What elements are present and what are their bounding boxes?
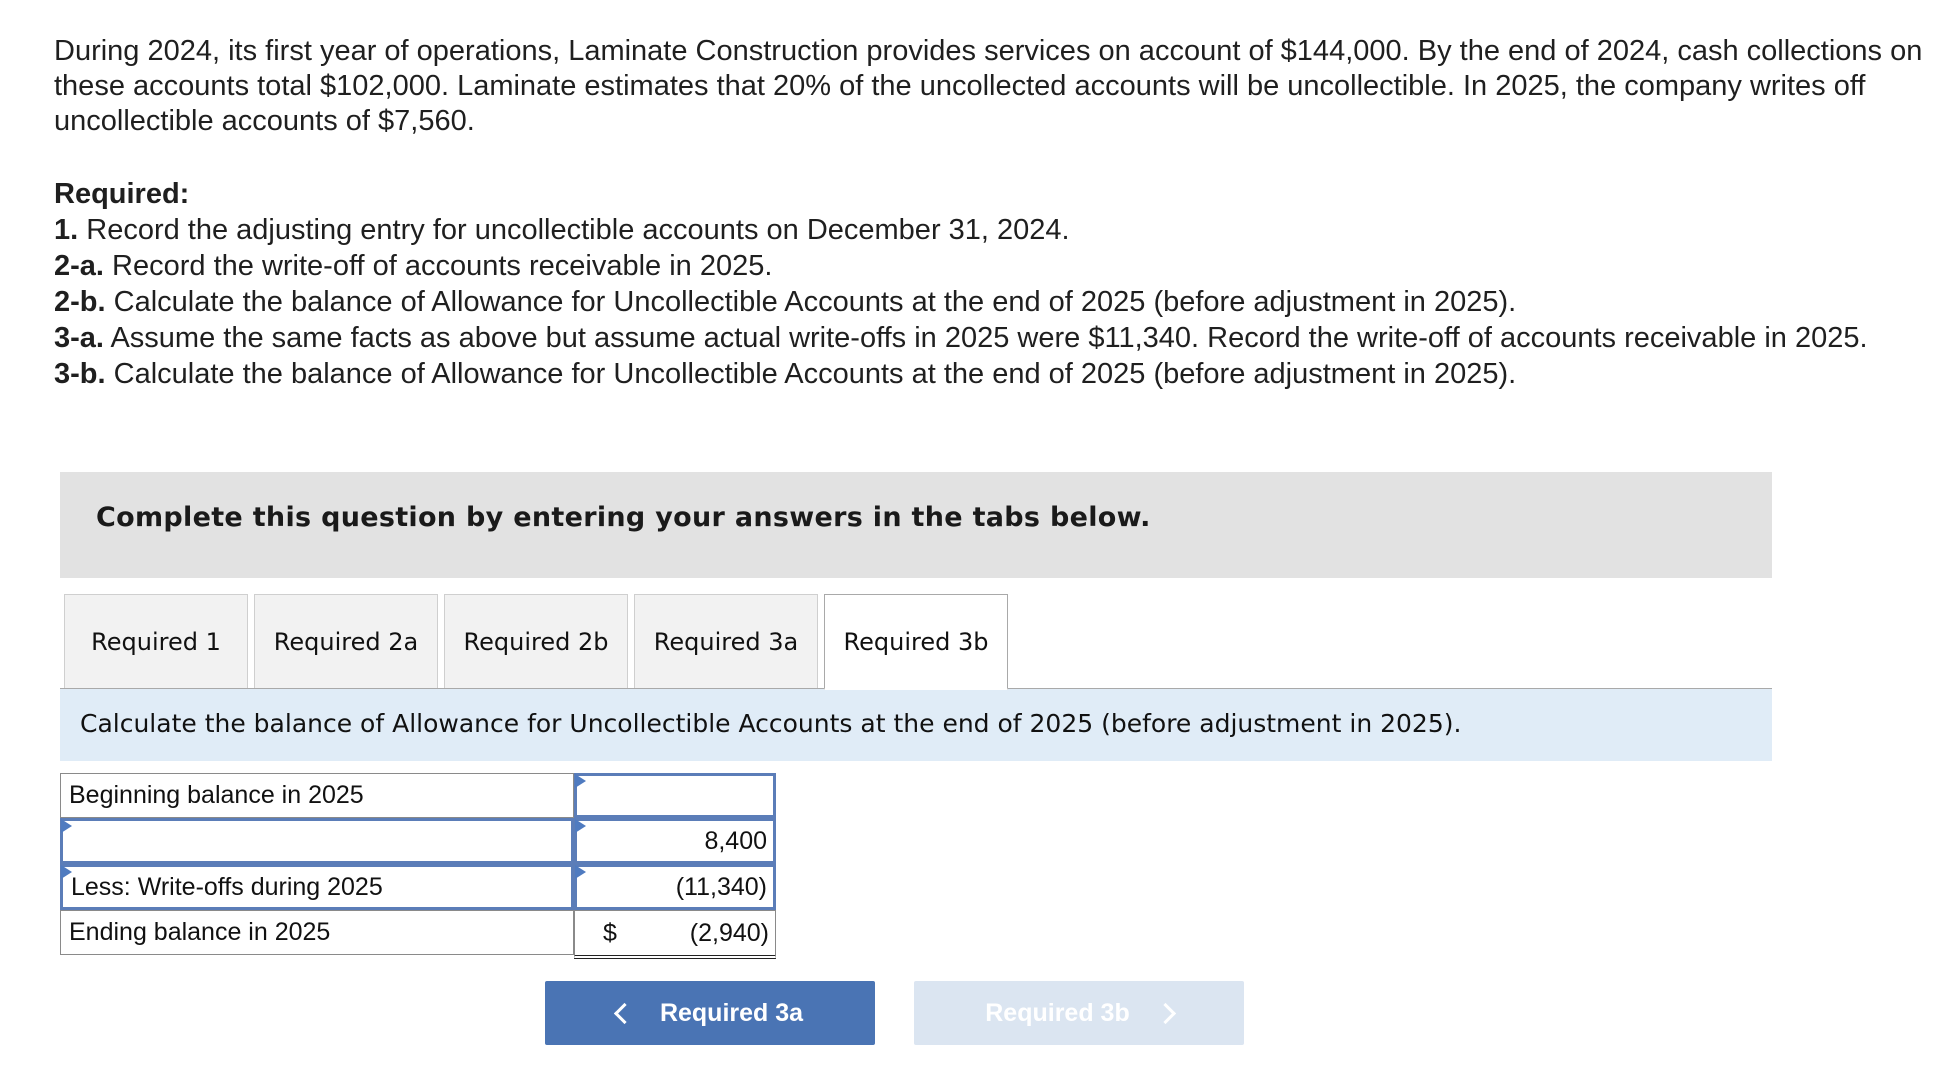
input-flag-icon: [61, 819, 72, 833]
next-button-label: Required 3b: [985, 998, 1130, 1027]
next-tab-button[interactable]: [914, 981, 1244, 1045]
cell-value: (2,940): [689, 918, 769, 947]
prev-button-label: Required 3a: [659, 998, 804, 1027]
row-2-value-input[interactable]: [574, 818, 776, 864]
chevron-left-icon: [614, 1002, 635, 1023]
required-item-text: Calculate the balance of Allowance for Uncollectible Accounts at the end of 2025 (before adjustment in 2025).: [105, 358, 1517, 390]
chevron-right-icon: [1155, 1002, 1176, 1023]
row-label-ending-balance: Ending balance in 2025: [60, 910, 574, 955]
row-label-write-offs[interactable]: [60, 864, 574, 910]
prev-tab-button[interactable]: [545, 981, 875, 1045]
required-item-number: 1.: [54, 214, 79, 246]
required-item-text: Assume the same facts as above but assume actual write-offs in 2025 were $11,340. Record the write-off of accounts receivable in 2025.: [103, 322, 1868, 354]
required-item-number: 3-b.: [54, 358, 106, 390]
cell-value: 8,400: [704, 826, 767, 855]
required-item-1: [54, 212, 1944, 248]
tab-required-1[interactable]: Required 1: [64, 594, 248, 688]
required-item-number: 2-a.: [54, 250, 104, 282]
tab-instruction: [60, 689, 1772, 761]
required-item-text: Record the write-off of accounts receivable in 2025.: [103, 250, 773, 282]
instruction-text: Calculate the balance of Allowance for Uncollectible Accounts at the end of 2025 (before adjustment in 2025).: [80, 709, 1462, 738]
required-section: [54, 176, 1944, 392]
instructions-banner: [60, 472, 1772, 578]
input-flag-icon: [575, 774, 586, 788]
required-item-2b: [54, 284, 1944, 320]
required-item-text: Calculate the balance of Allowance for Uncollectible Accounts at the end of 2025 (before adjustment in 2025).: [105, 286, 1517, 318]
allowance-balance-table: [60, 773, 776, 959]
required-item-number: 3-a.: [54, 322, 104, 354]
currency-symbol: $: [603, 918, 617, 947]
required-heading: Required:: [54, 178, 190, 210]
row-label-input[interactable]: [60, 818, 574, 864]
input-flag-icon: [575, 865, 586, 879]
tab-required-2b[interactable]: Required 2b: [444, 594, 628, 688]
banner-text: Complete this question by entering your answers in the tabs below.: [96, 502, 1151, 533]
cell-value: (11,340): [675, 872, 767, 901]
input-flag-icon: [575, 819, 586, 833]
tab-required-3a[interactable]: Required 3a: [634, 594, 818, 688]
required-item-text: Record the adjusting entry for uncollectible accounts on December 31, 2024.: [78, 214, 1070, 246]
ending-balance-value: [574, 910, 776, 959]
required-item-3a: [54, 320, 1944, 356]
input-flag-icon: [61, 865, 72, 879]
row-label-beginning-balance: Beginning balance in 2025: [60, 773, 574, 818]
cell-label: Less: Write-offs during 2025: [71, 872, 383, 901]
problem-statement: During 2024, its first year of operations, Laminate Construction provides services on account of $144,000. By the end of 2024, cash collections on these accounts total $102,000. Laminate estimates that 20% of the uncollected accounts will be uncollectible. In 2025, the company writes off uncollectible accounts of $7,560.: [54, 35, 1923, 137]
beginning-balance-input[interactable]: [574, 773, 776, 818]
required-item-2a: [54, 248, 1944, 284]
required-item-number: 2-b.: [54, 286, 106, 318]
tab-required-3b[interactable]: Required 3b: [824, 594, 1008, 690]
write-offs-input[interactable]: [574, 864, 776, 910]
required-item-3b: [54, 356, 1944, 392]
tab-required-2a[interactable]: Required 2a: [254, 594, 438, 688]
